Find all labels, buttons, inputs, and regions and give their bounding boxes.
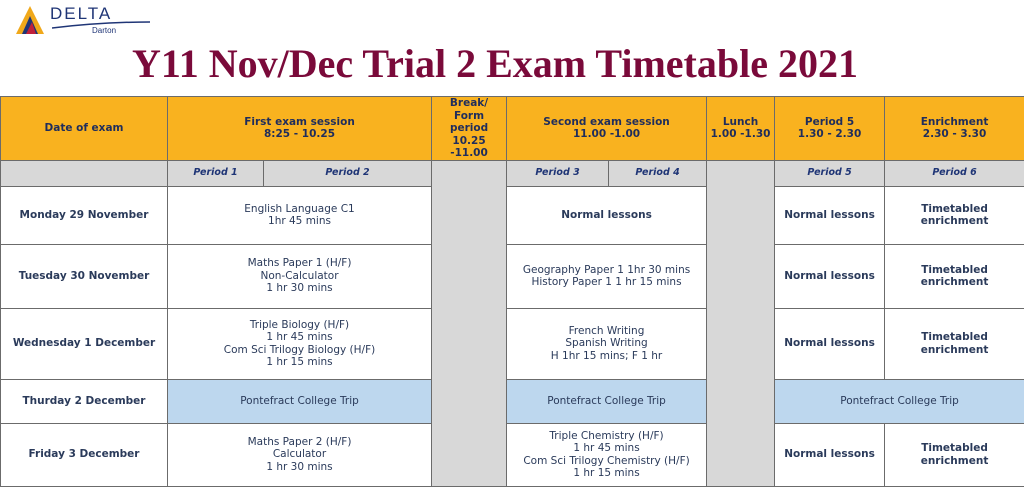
period5-cell: Normal lessons xyxy=(775,186,885,244)
second-session-cell xyxy=(507,244,707,308)
exam-line: 1 hr 30 mins xyxy=(170,461,429,474)
period-2-label: Period 2 xyxy=(264,160,432,186)
break-column xyxy=(432,160,507,486)
exam-line: 1 hr 45 mins xyxy=(170,331,429,344)
first-session-cell xyxy=(168,308,432,379)
header-p5-name: Period 5 xyxy=(777,116,882,129)
header-enrichment xyxy=(885,97,1024,161)
period5-cell: Normal lessons xyxy=(775,423,885,486)
period-3-label: Period 3 xyxy=(507,160,609,186)
logo-subtitle: Darton xyxy=(92,26,116,35)
exam-line: 1hr 45 mins xyxy=(170,215,429,228)
exam-line: 1 hr 45 mins xyxy=(509,442,704,455)
second-session-cell: Pontefract College Trip xyxy=(507,379,707,423)
exam-line: French Writing xyxy=(509,325,704,338)
period-4-label: Period 4 xyxy=(609,160,707,186)
delta-logo-icon xyxy=(12,2,52,36)
header-first-session xyxy=(168,97,432,161)
exam-line: Non-Calculator xyxy=(170,270,429,283)
exam-date: Tuesday 30 November xyxy=(1,244,168,308)
period5-cell: Normal lessons xyxy=(775,244,885,308)
period-1-label: Period 1 xyxy=(168,160,264,186)
header-p5-time: 1.30 - 2.30 xyxy=(777,128,882,141)
period-blank xyxy=(1,160,168,186)
second-session-cell xyxy=(507,308,707,379)
exam-line: Com Sci Trilogy Biology (H/F) xyxy=(170,344,429,357)
header-second-name: Second exam session xyxy=(509,116,704,129)
exam-line: Com Sci Trilogy Chemistry (H/F) xyxy=(509,455,704,468)
enrichment-cell: Timetabled enrichment xyxy=(885,423,1024,486)
header-break xyxy=(432,97,507,161)
header-second-session xyxy=(507,97,707,161)
table-row xyxy=(1,423,1024,486)
exam-line: Maths Paper 1 (H/F) xyxy=(170,257,429,270)
exam-line: English Language C1 xyxy=(170,203,429,216)
header-row xyxy=(1,97,1024,161)
page-title: Y11 Nov/Dec Trial 2 Exam Timetable 2021 xyxy=(0,40,990,87)
exam-line: Triple Chemistry (H/F) xyxy=(509,430,704,443)
exam-line: Spanish Writing xyxy=(509,337,704,350)
exam-date: Thurday 2 December xyxy=(1,379,168,423)
period-5-label: Period 5 xyxy=(775,160,885,186)
first-session-cell xyxy=(168,423,432,486)
period-6-label: Period 6 xyxy=(885,160,1024,186)
header-enrich-time: 2.30 - 3.30 xyxy=(887,128,1022,141)
table-row xyxy=(1,186,1024,244)
enrichment-cell: Timetabled enrichment xyxy=(885,308,1024,379)
header-break-time: 10.25 -11.00 xyxy=(434,135,504,160)
exam-line: H 1hr 15 mins; F 1 hr xyxy=(509,350,704,363)
table-row xyxy=(1,379,1024,423)
header-break-l1: Break/ xyxy=(434,97,504,110)
second-session-cell xyxy=(507,186,707,244)
exam-line: 1 hr 15 mins xyxy=(509,467,704,480)
header-second-time: 11.00 -1.00 xyxy=(509,128,704,141)
period-row xyxy=(1,160,1024,186)
logo-name: DELTA xyxy=(50,4,112,24)
header-break-l2: Form period xyxy=(434,110,504,135)
first-session-cell xyxy=(168,244,432,308)
lunch-column xyxy=(707,160,775,486)
enrichment-cell: Timetabled enrichment xyxy=(885,186,1024,244)
school-logo xyxy=(12,2,142,36)
table-row xyxy=(1,244,1024,308)
exam-line: Triple Biology (H/F) xyxy=(170,319,429,332)
header-lunch xyxy=(707,97,775,161)
timetable xyxy=(0,96,1024,487)
exam-date: Monday 29 November xyxy=(1,186,168,244)
exam-line: 1 hr 30 mins xyxy=(170,282,429,295)
exam-line: Maths Paper 2 (H/F) xyxy=(170,436,429,449)
header-date: Date of exam xyxy=(1,97,168,161)
header-lunch-time: 1.00 -1.30 xyxy=(709,128,772,141)
exam-line: History Paper 1 1 hr 15 mins xyxy=(509,276,704,289)
exam-line: 1 hr 15 mins xyxy=(170,356,429,369)
exam-date: Friday 3 December xyxy=(1,423,168,486)
period5-cell: Normal lessons xyxy=(775,308,885,379)
header-first-time: 8:25 - 10.25 xyxy=(170,128,429,141)
second-session-cell xyxy=(507,423,707,486)
first-session-cell: Pontefract College Trip xyxy=(168,379,432,423)
exam-line: Geography Paper 1 1hr 30 mins xyxy=(509,264,704,277)
header-period5 xyxy=(775,97,885,161)
header-first-name: First exam session xyxy=(170,116,429,129)
afternoon-cell: Pontefract College Trip xyxy=(775,379,1024,423)
exam-date: Wednesday 1 December xyxy=(1,308,168,379)
header-enrich-name: Enrichment xyxy=(887,116,1022,129)
header-lunch-name: Lunch xyxy=(709,116,772,129)
exam-line: Calculator xyxy=(170,448,429,461)
first-session-cell xyxy=(168,186,432,244)
enrichment-cell: Timetabled enrichment xyxy=(885,244,1024,308)
table-row xyxy=(1,308,1024,379)
exam-line: Normal lessons xyxy=(509,209,704,222)
